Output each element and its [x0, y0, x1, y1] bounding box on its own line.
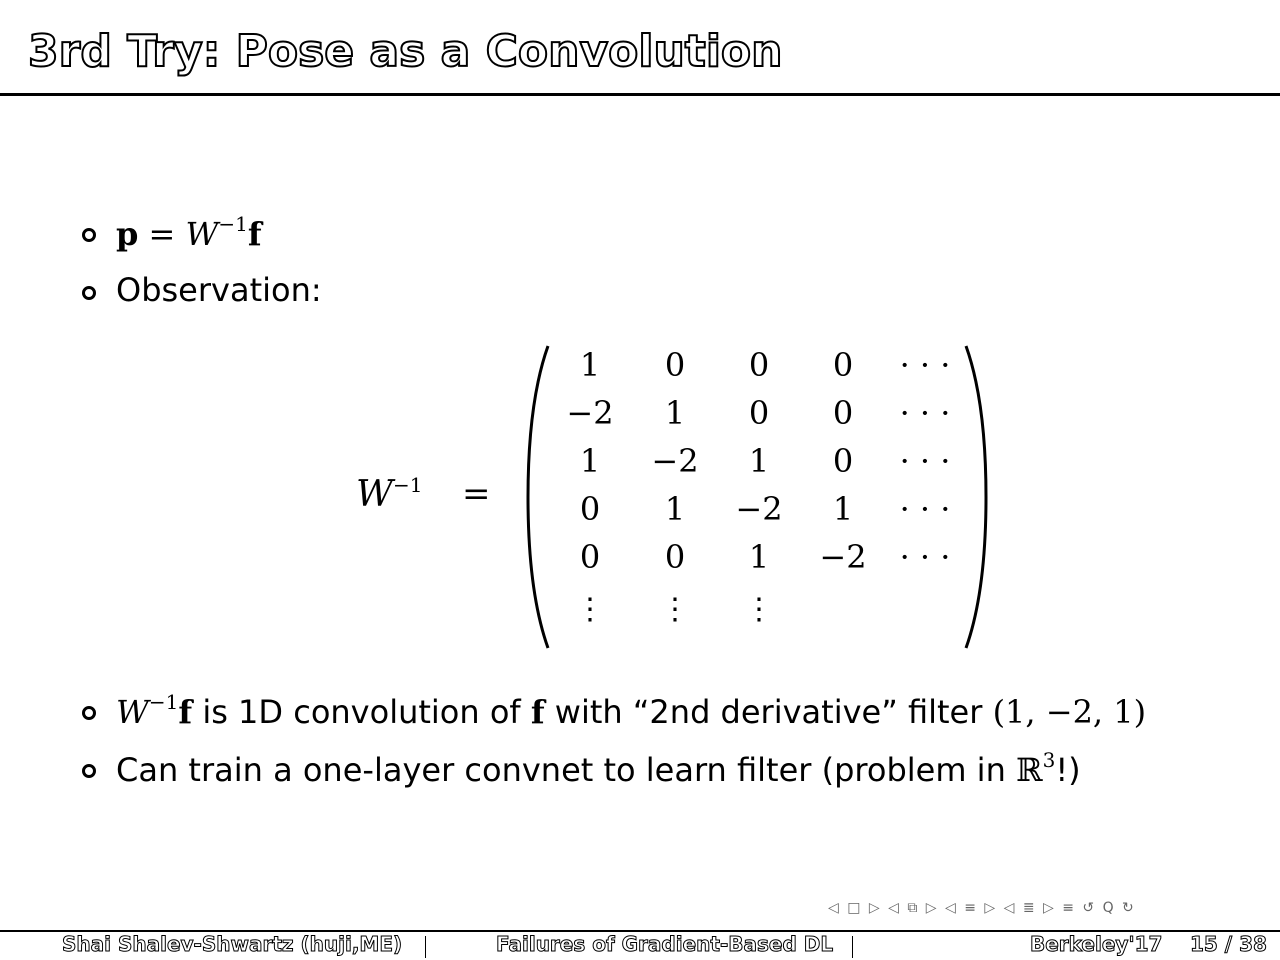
text: is 1D convolution of	[192, 693, 531, 731]
vector-f: f	[178, 693, 193, 731]
slide-title: 3rd Try: Pose as a Convolution	[28, 26, 783, 77]
matrix-cell: 1	[579, 346, 601, 384]
matrix-cell: 0	[579, 490, 601, 528]
reals-symbol: ℝ	[1016, 751, 1043, 789]
inverse-exponent: −1	[148, 690, 179, 714]
matrix-cell: · · ·	[899, 442, 951, 480]
vector-f: f	[247, 215, 262, 253]
bullet-icon	[82, 286, 96, 300]
matrix-cell: · · ·	[899, 538, 951, 576]
matrix-cell: · · ·	[899, 394, 951, 432]
matrix-cell: −2	[651, 442, 699, 480]
matrix-cell: 1	[832, 490, 854, 528]
equation-equals: =	[462, 474, 491, 514]
matrix-W: W	[116, 693, 149, 731]
matrix-cell: 1	[748, 442, 770, 480]
matrix-cell: −2	[566, 394, 614, 432]
bullet-icon	[82, 764, 96, 778]
matrix-cell: · · ·	[899, 490, 951, 528]
matrix-cell: 0	[579, 538, 601, 576]
matrix-W: W	[185, 215, 219, 253]
text: with “2nd derivative” filter	[544, 693, 993, 731]
matrix-cell: 1	[664, 394, 686, 432]
vector-p: p	[116, 215, 139, 253]
bullet-observation: Observation:	[116, 271, 322, 309]
text: !)	[1055, 751, 1081, 789]
bullet-icon	[82, 228, 96, 242]
inverse-exponent: −1	[218, 212, 248, 236]
lhs-exponent: −1	[393, 473, 423, 497]
lhs-W: W	[356, 474, 394, 515]
bullet-formula	[116, 214, 262, 254]
matrix-cell: 0	[748, 346, 770, 384]
footer-separator	[425, 936, 426, 958]
bullet-icon	[82, 706, 96, 720]
footer-venue: Berkeley'17	[1030, 932, 1163, 956]
matrix-cell: −2	[819, 538, 867, 576]
matrix-cell: · · ·	[899, 346, 951, 384]
equals-sign: =	[138, 215, 186, 253]
matrix-cell: 0	[664, 346, 686, 384]
matrix-cell: 1	[579, 442, 601, 480]
footer-talk-title: Failures of Gradient-Based DL	[496, 932, 834, 956]
beamer-nav-icons[interactable]: ◁ □ ▷ ◁ ⧉ ▷ ◁ ≡ ▷ ◁ ≣ ▷ ≡ ↺ Q ↻	[828, 900, 1136, 916]
bullet-convnet	[116, 750, 1081, 790]
filter-tuple: (1, −2, 1)	[992, 693, 1147, 731]
text: Can train a one-layer convnet to learn filter (problem in	[116, 751, 1017, 789]
title-rule	[0, 93, 1280, 96]
matrix-cell: 0	[832, 346, 854, 384]
footer-author: Shai Shalev-Shwartz (huji,ME)	[62, 932, 403, 956]
matrix-cell: 0	[664, 538, 686, 576]
matrix-cell: 0	[748, 394, 770, 432]
matrix-cell: 0	[832, 442, 854, 480]
matrix-vdots: ⋮	[744, 592, 774, 627]
dimension-exponent: 3	[1042, 748, 1056, 772]
matrix-cell: −2	[735, 490, 783, 528]
footer-page-number: 15 / 38	[1190, 932, 1267, 956]
footer-separator	[852, 936, 853, 958]
matrix-cell: 0	[832, 394, 854, 432]
bullet-convolution	[116, 692, 1146, 732]
vector-f: f	[530, 693, 545, 731]
matrix-vdots: ⋮	[575, 592, 605, 627]
equation-lhs	[356, 474, 423, 515]
matrix-vdots: ⋮	[660, 592, 690, 627]
matrix-cell: 1	[748, 538, 770, 576]
matrix-cell: 1	[664, 490, 686, 528]
